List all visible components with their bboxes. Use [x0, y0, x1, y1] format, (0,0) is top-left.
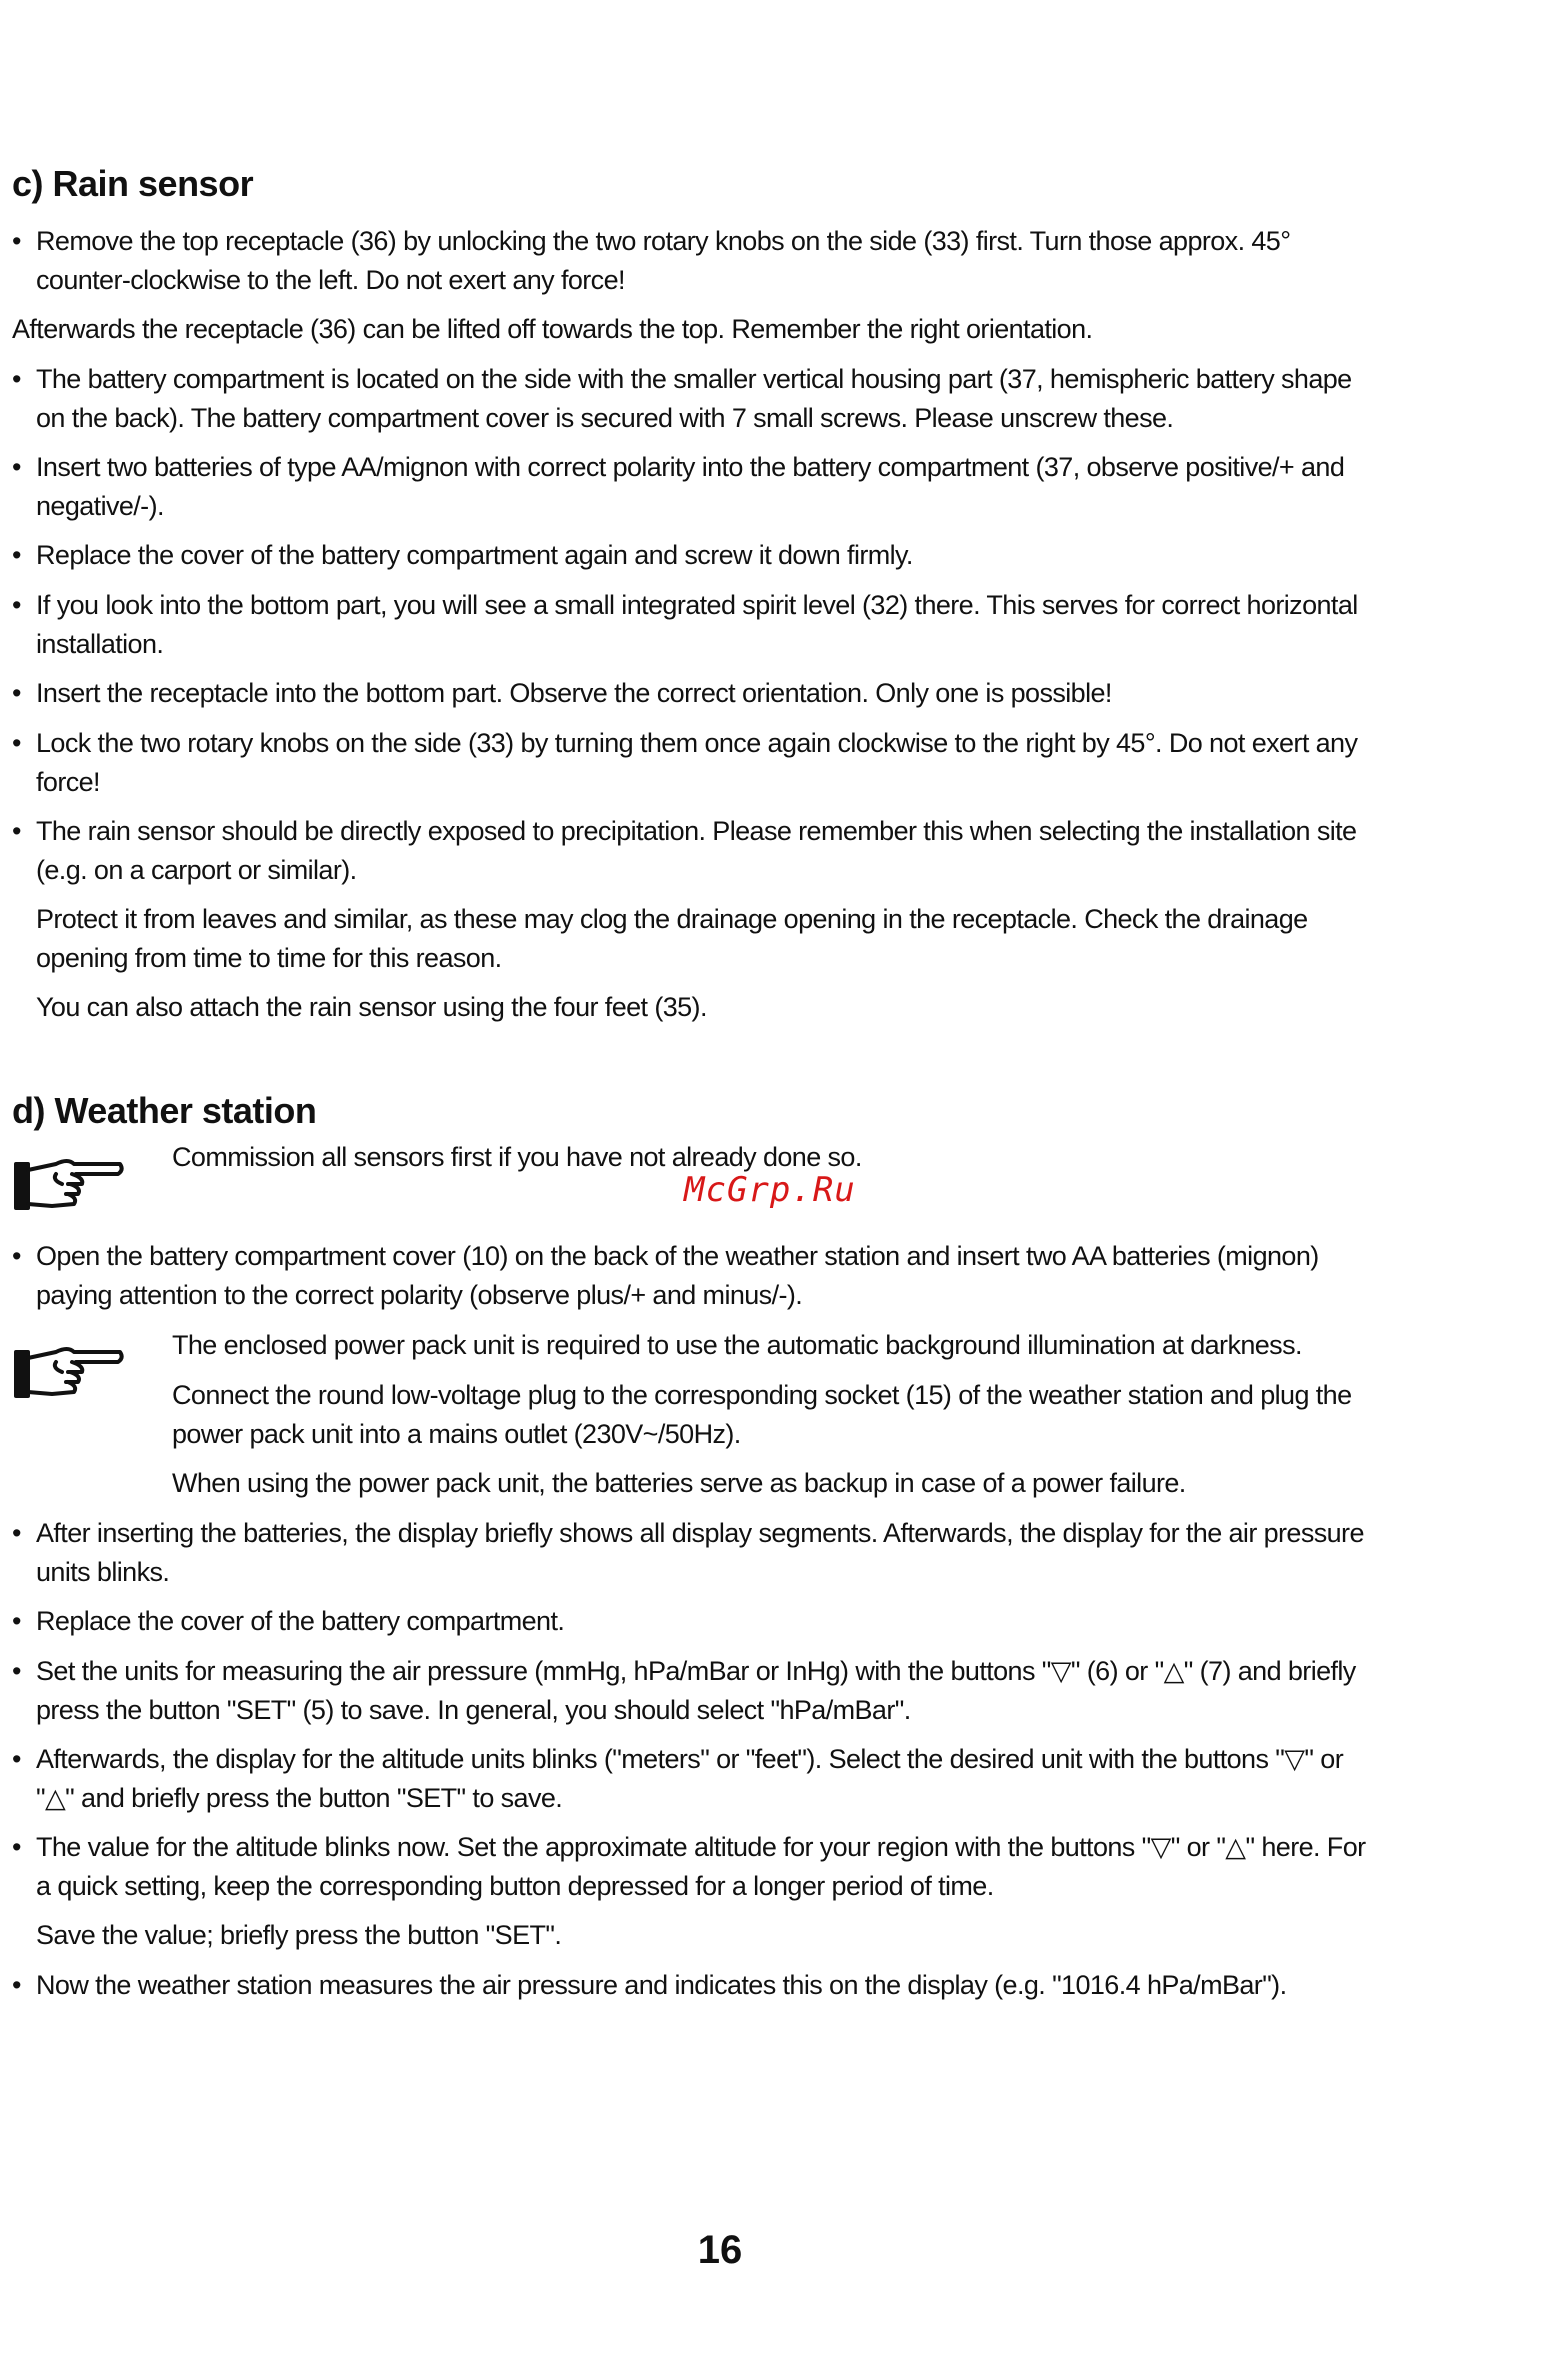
pointing-hand-icon [12, 1338, 124, 1402]
list-item: • Insert two batteries of type AA/mignon with correct polarity into the battery compartment (37, observe positive/+ and negative/-). [12, 448, 1372, 526]
paragraph: Afterwards the receptacle (36) can be lifted off towards the top. Remember the right orientation. [12, 314, 1093, 344]
section-heading-weather-station: d) Weather station [12, 1090, 317, 1131]
note-text: The enclosed power pack unit is required to use the automatic background illumination at darkness. [172, 1330, 1302, 1360]
paragraph: Protect it from leaves and similar, as these may clog the drainage opening in the receptacle. Check the drainage opening from time to time for this reason. [36, 904, 1308, 973]
list-item: • Afterwards, the display for the altitude units blinks ("meters" or "feet"). Select the desired unit with the buttons "▽" or "△" and briefly press the button "SET" to save. [12, 1740, 1372, 1818]
list-item: • Lock the two rotary knobs on the side (33) by turning them once again clockwise to the right by 45°. Do not exert any force! [12, 724, 1372, 802]
watermark: McGrp.Ru [684, 1170, 856, 1210]
list-item: • Replace the cover of the battery compartment again and screw it down firmly. [12, 536, 1372, 575]
pointing-hand-icon [12, 1150, 124, 1214]
page-number: 16 [697, 2228, 743, 2272]
paragraph: You can also attach the rain sensor using the four feet (35). [36, 992, 707, 1022]
list-item: • The value for the altitude blinks now. Set the approximate altitude for your region with the buttons "▽" or "△" here. For a quick setting, keep the corresponding button depressed for a longer period of time. [12, 1828, 1372, 1906]
paragraph: Save the value; briefly press the button "SET". [36, 1920, 562, 1950]
list-item: • If you look into the bottom part, you will see a small integrated spirit level (32) there. This serves for correct horizontal installation. [12, 586, 1372, 664]
list-item: • After inserting the batteries, the display briefly shows all display segments. Afterwards, the display for the air pressure units blinks. [12, 1514, 1372, 1592]
list-item: • Open the battery compartment cover (10) on the back of the weather station and insert two AA batteries (mignon) paying attention to the correct polarity (observe plus/+ and minus/-). [12, 1237, 1372, 1315]
list-item: • Set the units for measuring the air pressure (mmHg, hPa/mBar or InHg) with the buttons "▽" (6) or "△" (7) and briefly press the button "SET" (5) to save. In general, you should select "hPa/mBar". [12, 1652, 1372, 1730]
note-text: Connect the round low-voltage plug to the corresponding socket (15) of the weather station and plug the power pack unit into a mains outlet (230V~/50Hz). [172, 1380, 1352, 1449]
list-item: • Now the weather station measures the air pressure and indicates this on the display (e.g. "1016.4 hPa/mBar"). [12, 1966, 1372, 2005]
note-text: Commission all sensors first if you have not already done so. [172, 1142, 862, 1172]
list-item: • Insert the receptacle into the bottom part. Observe the correct orientation. Only one is possible! [12, 674, 1372, 713]
list-item: • Replace the cover of the battery compartment. [12, 1602, 1372, 1641]
note-text: When using the power pack unit, the batteries serve as backup in case of a power failure. [172, 1468, 1186, 1498]
list-item: • The battery compartment is located on the side with the smaller vertical housing part (37, hemispheric battery shape on the back). The battery compartment cover is secured with 7 small screws. Please unscrew these. [12, 360, 1372, 438]
section-heading-rain-sensor: c) Rain sensor [12, 163, 254, 204]
list-item: • Remove the top receptacle (36) by unlocking the two rotary knobs on the side (33) first. Turn those approx. 45° counter-clockwise to the left. Do not exert any force! [12, 222, 1372, 300]
list-item: • The rain sensor should be directly exposed to precipitation. Please remember this when selecting the installation site (e.g. on a carport or similar). [12, 812, 1372, 890]
